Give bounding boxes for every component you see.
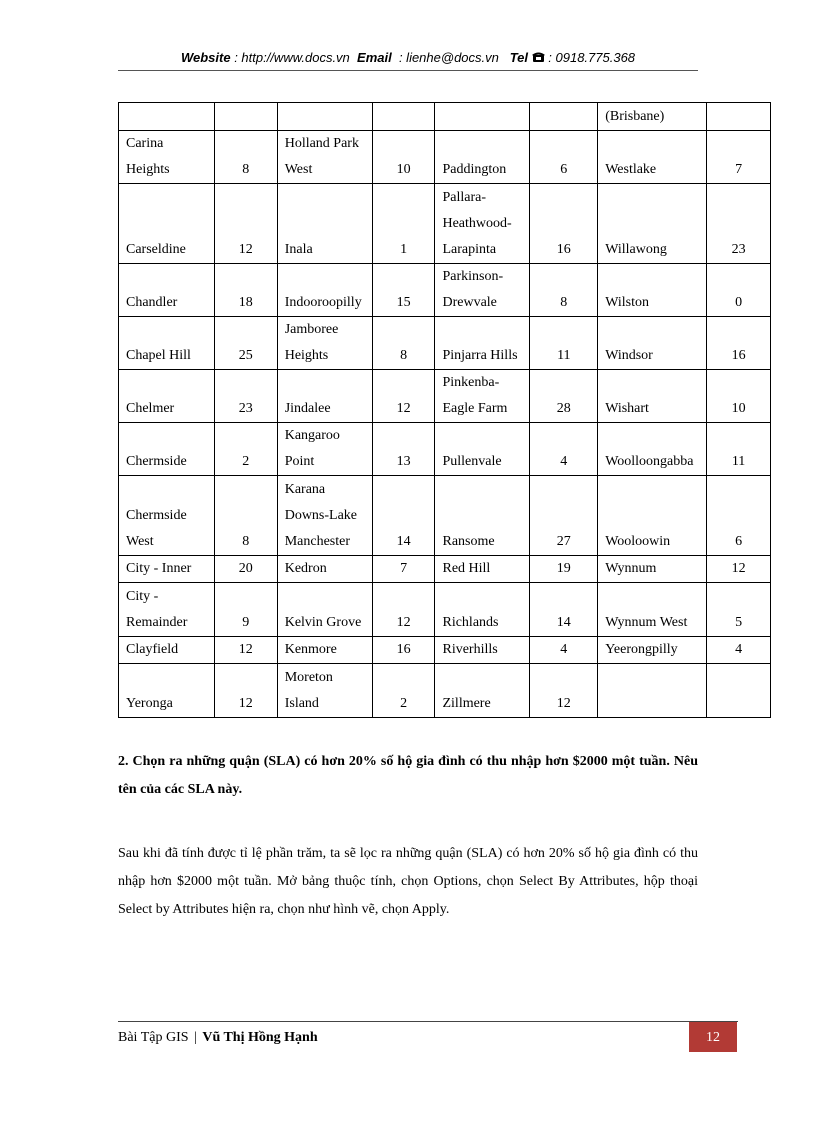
- sla-name: Chelmer: [126, 401, 175, 416]
- sla-name-cell: [119, 664, 215, 718]
- sla-name-cell: [598, 264, 707, 317]
- sla-value-cell: [707, 664, 771, 718]
- sla-name-cell: [598, 317, 707, 370]
- sla-value-cell: [707, 103, 771, 131]
- footer-separator: |: [194, 1030, 197, 1045]
- sla-name-cell: [119, 103, 215, 131]
- website-value: : http://www.docs.vn: [234, 50, 350, 65]
- sla-name: City -: [126, 589, 159, 604]
- sla-value-cell: 4: [530, 423, 598, 476]
- sla-name-cell: [119, 184, 215, 264]
- sla-table: [118, 102, 771, 718]
- sla-name: Yeerongpilly: [605, 642, 678, 657]
- header-divider: [118, 70, 698, 71]
- sla-name: Karana: [284, 482, 326, 497]
- sla-name-cell: [435, 476, 530, 556]
- sla-name: Kangaroo: [284, 428, 340, 443]
- sla-name-cell: [119, 264, 215, 317]
- sla-value-cell: 12: [214, 184, 277, 264]
- page-header: [0, 50, 816, 65]
- sla-name: Parkinson-: [442, 269, 504, 284]
- sla-name-cell: [119, 476, 215, 556]
- sla-name: Pallara-: [442, 190, 487, 205]
- sla-name: Heathwood-: [442, 216, 512, 231]
- sla-value-cell: 1: [372, 184, 435, 264]
- sla-name: Chermside: [126, 454, 187, 469]
- phone-icon: [532, 52, 545, 63]
- sla-name: Manchester: [284, 534, 351, 549]
- sla-name: Carseldine: [126, 242, 186, 257]
- sla-value-cell: [214, 103, 277, 131]
- sla-name: Inala: [284, 242, 313, 257]
- sla-name-cell: [119, 131, 215, 184]
- sla-name-cell: [435, 184, 530, 264]
- sla-name: West: [284, 162, 313, 177]
- sla-name: Island: [284, 696, 319, 711]
- table-row: [119, 184, 771, 264]
- tel-value: : 0918.775.368: [548, 50, 636, 65]
- table-row: [119, 476, 771, 556]
- sla-name: Pinjarra Hills: [442, 348, 518, 363]
- sla-name-cell: [119, 423, 215, 476]
- sla-value-cell: 7: [372, 556, 435, 583]
- sla-name: Ransome: [442, 534, 495, 549]
- sla-value-cell: 25: [214, 317, 277, 370]
- sla-name: Drewvale: [442, 295, 497, 310]
- table-row: [119, 583, 771, 637]
- sla-name: Heights: [284, 348, 329, 363]
- sla-name-cell: [277, 664, 372, 718]
- table-row: [119, 664, 771, 718]
- sla-name: Chermside: [126, 508, 187, 523]
- sla-value-cell: 12: [530, 664, 598, 718]
- sla-name-cell: [598, 131, 707, 184]
- sla-name-cell: [119, 637, 215, 664]
- sla-name: Riverhills: [442, 642, 498, 657]
- sla-name: (Brisbane): [605, 109, 665, 124]
- sla-name: Carina: [126, 136, 164, 151]
- sla-name-cell: [598, 476, 707, 556]
- sla-name: Kelvin Grove: [284, 615, 362, 630]
- sla-name: Moreton: [284, 670, 333, 685]
- sla-value-cell: 12: [214, 664, 277, 718]
- sla-name-cell: [119, 317, 215, 370]
- sla-value-cell: 8: [530, 264, 598, 317]
- sla-name-cell: [435, 103, 530, 131]
- sla-table-body: [119, 103, 771, 718]
- sla-value-cell: 16: [707, 317, 771, 370]
- table-row: [119, 556, 771, 583]
- sla-value-cell: 14: [372, 476, 435, 556]
- sla-value-cell: 27: [530, 476, 598, 556]
- sla-name: Yeronga: [126, 696, 173, 711]
- sla-name-cell: [598, 637, 707, 664]
- sla-value-cell: 28: [530, 370, 598, 423]
- sla-value-cell: 8: [214, 476, 277, 556]
- sla-value-cell: 20: [214, 556, 277, 583]
- sla-name-cell: [598, 103, 707, 131]
- sla-value-cell: 12: [372, 370, 435, 423]
- sla-value-cell: 2: [372, 664, 435, 718]
- sla-name-cell: [119, 556, 215, 583]
- sla-value-cell: 11: [530, 317, 598, 370]
- sla-value-cell: 4: [530, 637, 598, 664]
- sla-value-cell: 16: [530, 184, 598, 264]
- sla-name-cell: [435, 664, 530, 718]
- sla-value-cell: 10: [707, 370, 771, 423]
- sla-name-cell: [598, 556, 707, 583]
- sla-name-cell: [119, 583, 215, 637]
- sla-value-cell: 4: [707, 637, 771, 664]
- sla-name-cell: [277, 184, 372, 264]
- sla-name: West: [126, 534, 154, 549]
- table-row: [119, 264, 771, 317]
- sla-name-cell: [435, 370, 530, 423]
- sla-name-cell: [277, 423, 372, 476]
- table-row: [119, 317, 771, 370]
- sla-name: Windsor: [605, 348, 653, 363]
- sla-value-cell: 12: [707, 556, 771, 583]
- website-label: Website: [180, 50, 231, 65]
- sla-name: Jamboree: [284, 322, 339, 337]
- sla-name: Paddington: [442, 162, 507, 177]
- sla-value-cell: 5: [707, 583, 771, 637]
- sla-name-cell: [277, 317, 372, 370]
- sla-value-cell: 9: [214, 583, 277, 637]
- sla-value-cell: 23: [214, 370, 277, 423]
- footer-divider: [118, 1021, 738, 1022]
- sla-value-cell: 11: [707, 423, 771, 476]
- sla-name-cell: [598, 370, 707, 423]
- body-paragraph: Sau khi đã tính được tỉ lệ phần trăm, ta sẽ lọc ra những quận (SLA) có hơn 20% số hộ gia đình có thu nhập hơn $2000 một tuần. Mở bảng thuộc tính, chọn Options, chọn Select By Attributes, hộp thoại Select by Attributes hiện ra, chọn như hình vẽ, chọn Apply.: [118, 846, 698, 917]
- sla-name-cell: [598, 423, 707, 476]
- sla-value-cell: 2: [214, 423, 277, 476]
- sla-name: Richlands: [442, 615, 499, 630]
- sla-name: Wynnum: [605, 561, 657, 576]
- email-value: : lienhe@docs.vn: [398, 50, 499, 65]
- sla-name-cell: [435, 637, 530, 664]
- sla-value-cell: 23: [707, 184, 771, 264]
- footer-author: Vũ Thị Hồng Hạnh: [202, 1030, 318, 1045]
- sla-value-cell: 0: [707, 264, 771, 317]
- sla-name: Holland Park: [284, 136, 359, 151]
- sla-name-cell: [277, 370, 372, 423]
- sla-name: Remainder: [126, 615, 188, 630]
- sla-name-cell: [435, 423, 530, 476]
- sla-value-cell: 12: [372, 583, 435, 637]
- page-number: 12: [689, 1022, 737, 1052]
- sla-name: Willawong: [605, 242, 667, 257]
- sla-name-cell: [435, 131, 530, 184]
- sla-name-cell: [277, 476, 372, 556]
- sla-name: Kedron: [284, 561, 327, 576]
- sla-name-cell: [598, 184, 707, 264]
- sla-name-cell: [277, 583, 372, 637]
- sla-name: Downs-Lake: [284, 508, 358, 523]
- sla-name-cell: [119, 370, 215, 423]
- sla-name-cell: [277, 556, 372, 583]
- sla-value-cell: 10: [372, 131, 435, 184]
- sla-name-cell: [435, 317, 530, 370]
- sla-name-cell: [277, 264, 372, 317]
- sla-value-cell: 6: [707, 476, 771, 556]
- sla-value-cell: 13: [372, 423, 435, 476]
- sla-name-cell: [435, 556, 530, 583]
- page-footer: [118, 1030, 318, 1046]
- sla-name: Larapinta: [442, 242, 497, 257]
- table-row: [119, 103, 771, 131]
- sla-value-cell: 16: [372, 637, 435, 664]
- sla-name: Chapel Hill: [126, 348, 191, 363]
- table-row: [119, 637, 771, 664]
- sla-name: Wynnum West: [605, 615, 688, 630]
- table-row: [119, 131, 771, 184]
- sla-name: Woolloongabba: [605, 454, 694, 469]
- sla-name: Jindalee: [284, 401, 331, 416]
- sla-value-cell: [530, 103, 598, 131]
- sla-name: Westlake: [605, 162, 657, 177]
- sla-value-cell: 19: [530, 556, 598, 583]
- sla-name-cell: [277, 131, 372, 184]
- sla-name: Eagle Farm: [442, 401, 508, 416]
- sla-name-cell: [598, 664, 707, 718]
- sla-value-cell: 7: [707, 131, 771, 184]
- sla-name: Zillmere: [442, 696, 491, 711]
- sla-name: Indooroopilly: [284, 295, 362, 310]
- sla-name: Red Hill: [442, 561, 491, 576]
- sla-value-cell: [372, 103, 435, 131]
- question-title: 2. Chọn ra những quận (SLA) có hơn 20% số hộ gia đình có thu nhập hơn $2000 một tuần. Nêu tên của các SLA này.: [118, 754, 698, 797]
- sla-name: Wishart: [605, 401, 649, 416]
- sla-name: Chandler: [126, 295, 178, 310]
- table-row: [119, 370, 771, 423]
- sla-name: Pinkenba-: [442, 375, 500, 390]
- sla-value-cell: 15: [372, 264, 435, 317]
- sla-name: Clayfield: [126, 642, 179, 657]
- sla-name: Kenmore: [284, 642, 337, 657]
- table-row: [119, 423, 771, 476]
- sla-value-cell: 8: [372, 317, 435, 370]
- sla-name-cell: [598, 583, 707, 637]
- sla-name: Heights: [126, 162, 170, 177]
- sla-name: Pullenvale: [442, 454, 502, 469]
- sla-value-cell: 12: [214, 637, 277, 664]
- sla-name-cell: [435, 264, 530, 317]
- sla-name-cell: [277, 637, 372, 664]
- sla-value-cell: 18: [214, 264, 277, 317]
- tel-label: Tel: [509, 50, 529, 65]
- sla-name: City - Inner: [126, 561, 192, 576]
- sla-value-cell: 8: [214, 131, 277, 184]
- sla-name: Wilston: [605, 295, 649, 310]
- sla-name: Point: [284, 454, 315, 469]
- sla-value-cell: 6: [530, 131, 598, 184]
- sla-name: Wooloowin: [605, 534, 671, 549]
- sla-name-cell: [277, 103, 372, 131]
- sla-value-cell: 14: [530, 583, 598, 637]
- email-label: Email: [357, 50, 392, 65]
- sla-name-cell: [435, 583, 530, 637]
- footer-course: Bài Tập GIS: [118, 1030, 189, 1045]
